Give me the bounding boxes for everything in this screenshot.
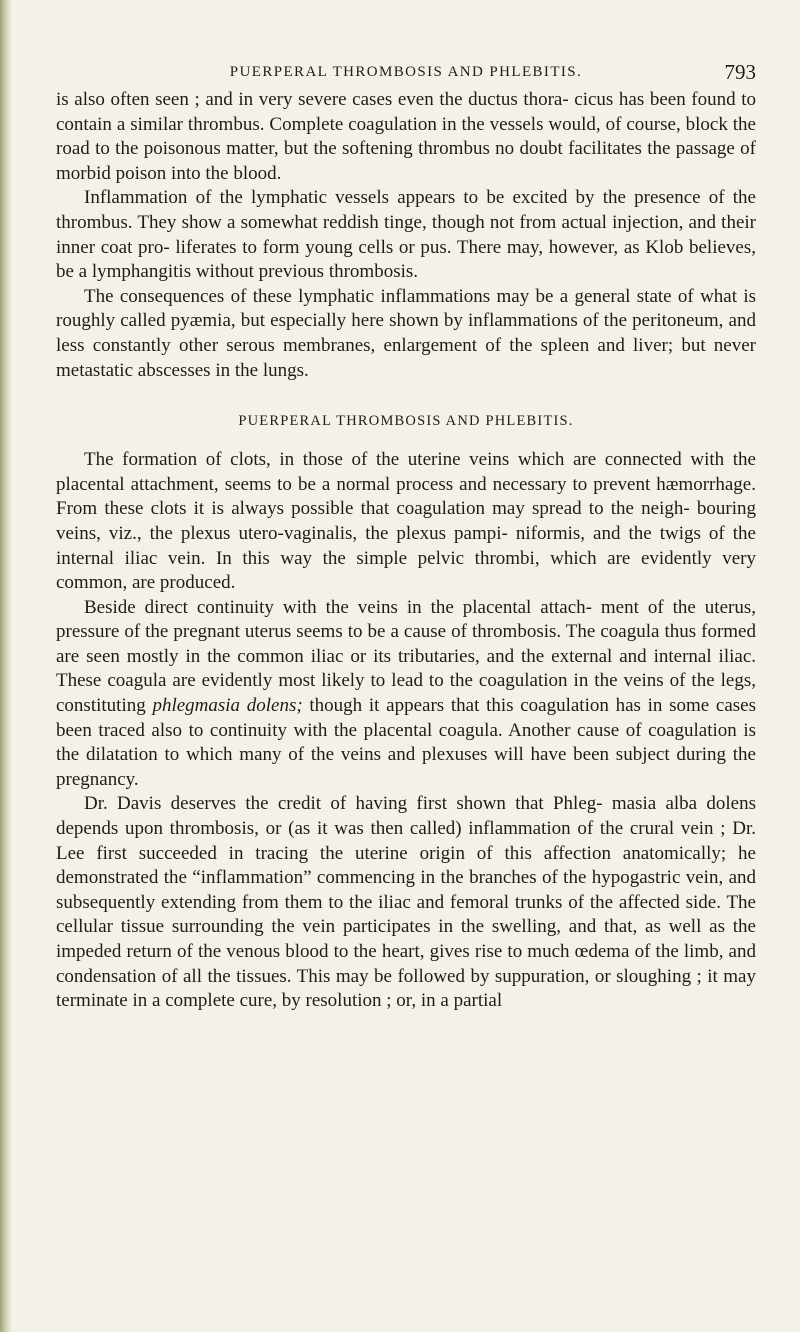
paragraph-clots: The formation of clots, in those of the uterine veins which are connected with the placental attachment, seems to be a normal process and necessary to prevent hæmorrhage. From these clots it is always possible that coagulation may spread to the neigh- bouring veins, viz., the plexus utero-vaginalis, the plexus pampi- niformis, and the twigs of the internal iliac vein. In this way the simple pelvic thrombi, which are evidently very common, are produced. (56, 449, 756, 594)
page-binding-edge (0, 0, 12, 1332)
paragraph-pressure-text: Beside direct continuity with the veins in the placental attach- ment of the uterus, pressure of the pregnant uterus seems to be a cause of thrombosis. The coagula thus formed are seen mostly in the common iliac or its tributaries, and the external and internal iliac. These coagula are evidently most likely to lead to the coagulation in the veins of the legs, constituting (56, 596, 756, 717)
running-head-title: PUERPERAL THROMBOSIS AND PHLEBITIS. (229, 64, 583, 80)
paragraph-consequences: The consequences of these lymphatic inflammations may be a general state of what is roughly called pyæmia, but especially here shown by inflammations of the peritoneum, and less constantly other serous membranes, enlargement of the spleen and liver; but never metastatic abscesses in the lungs. (56, 285, 756, 381)
phlegmasia-term: phlegmasia dolens; (152, 695, 303, 717)
book-page (56, 60, 756, 1014)
page-number: 793 (724, 60, 756, 84)
paragraph-pressure-text-end: though it appears that this coagulation has in some cases been traced also to continuity with the placental coagula. Another cause of coagulation is the dilatation to which many of the veins and plexuses will have been subject during the pregnancy. (56, 695, 756, 790)
paragraph-lymphatic: Inflammation of the lymphatic vessels appears to be excited by the presence of the thrombus. They show a somewhat reddish tinge, though not from actual injection, and their inner coat pro- liferates to form young cells or pus. There may, however, as Klob believes, be a lymphangitis without previous thrombosis. (56, 187, 756, 283)
running-head (56, 60, 756, 88)
section-heading: PUERPERAL THROMBOSIS AND PHLEBITIS. (238, 413, 574, 430)
paragraph-continued: is also often seen ; and in very severe cases even the ductus thora- cicus has been found to contain a similar thrombus. Complete coagulation in the vessels would, of course, block the road to the poisonous matter, but the softening thrombus no doubt facilitates the passage of morbid poison into the blood. (56, 89, 756, 184)
body-text (56, 88, 756, 1014)
paragraph-davis: Dr. Davis deserves the credit of having first shown that Phleg- masia alba dolens depends upon thrombosis, or (as it was then called) inflammation of the crural vein ; Dr. Lee first succeeded in tracing the uterine origin of this affection anatomically; he demonstrated the “inflammation” commencing in the branches of the hypogastric vein, and subsequently extending from them to the iliac and femoral trunks of the affected side. The cellular tissue surrounding the vein participates in the swelling, and that, as well as the impeded return of the venous blood to the heart, gives rise to much œdema of the limb, and condensation of all the tissues. This may be followed by suppuration, or sloughing ; it may terminate in a complete cure, by resolution ; or, in a partial (56, 793, 756, 1012)
paragraph-pressure (56, 596, 756, 793)
